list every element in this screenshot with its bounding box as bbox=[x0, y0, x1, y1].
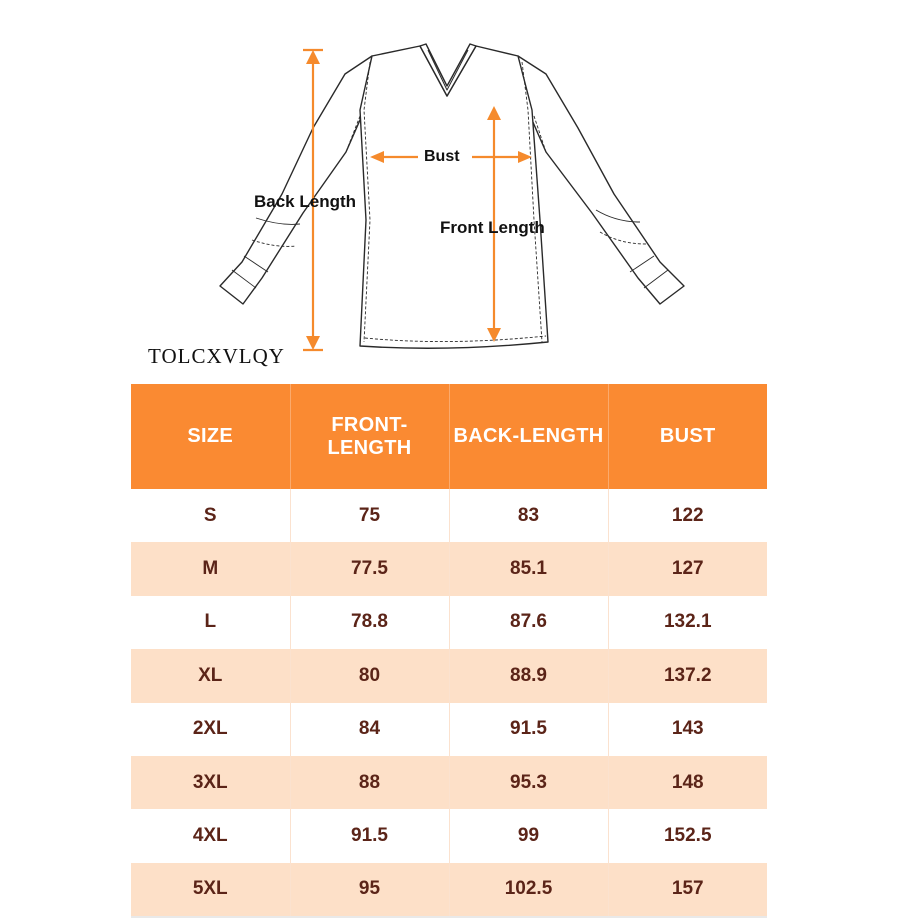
table-row bbox=[131, 649, 767, 702]
cell-back-length: 99 bbox=[449, 809, 608, 862]
cell-front-length: 78.8 bbox=[290, 596, 449, 649]
header-back-length: BACK-LENGTH bbox=[449, 384, 608, 489]
cell-bust: 132.1 bbox=[608, 596, 767, 649]
cell-size: 3XL bbox=[131, 756, 290, 809]
cell-front-length: 84 bbox=[290, 703, 449, 756]
cell-front-length: 95 bbox=[290, 863, 449, 917]
brand-name: TOLCXVLQY bbox=[148, 344, 285, 368]
shirt-diagram bbox=[0, 0, 900, 380]
cell-size: L bbox=[131, 596, 290, 649]
cell-size: 5XL bbox=[131, 863, 290, 917]
table-row bbox=[131, 703, 767, 756]
shirt-body bbox=[360, 46, 548, 348]
cell-bust: 137.2 bbox=[608, 649, 767, 702]
header-bust: BUST bbox=[608, 384, 767, 489]
left-sleeve bbox=[220, 56, 372, 304]
cell-back-length: 91.5 bbox=[449, 703, 608, 756]
cell-size: 4XL bbox=[131, 809, 290, 862]
table-row bbox=[131, 542, 767, 595]
header-front-length: FRONT-LENGTH bbox=[290, 384, 449, 489]
cell-size: M bbox=[131, 542, 290, 595]
size-chart-table bbox=[131, 384, 767, 918]
cell-front-length: 75 bbox=[290, 489, 449, 542]
cell-bust: 148 bbox=[608, 756, 767, 809]
cell-front-length: 88 bbox=[290, 756, 449, 809]
table-header-row bbox=[131, 384, 767, 489]
cell-bust: 157 bbox=[608, 863, 767, 917]
cell-back-length: 88.9 bbox=[449, 649, 608, 702]
table-row bbox=[131, 596, 767, 649]
cell-front-length: 80 bbox=[290, 649, 449, 702]
cell-size: 2XL bbox=[131, 703, 290, 756]
front-length-label: Front Length bbox=[440, 218, 545, 237]
cell-back-length: 102.5 bbox=[449, 863, 608, 917]
cell-back-length: 85.1 bbox=[449, 542, 608, 595]
bust-label: Bust bbox=[424, 148, 460, 165]
cell-size: XL bbox=[131, 649, 290, 702]
cell-bust: 143 bbox=[608, 703, 767, 756]
cell-front-length: 91.5 bbox=[290, 809, 449, 862]
cell-size: S bbox=[131, 489, 290, 542]
cell-front-length: 77.5 bbox=[290, 542, 449, 595]
table-row bbox=[131, 756, 767, 809]
cell-back-length: 95.3 bbox=[449, 756, 608, 809]
cell-bust: 127 bbox=[608, 542, 767, 595]
cell-back-length: 87.6 bbox=[449, 596, 608, 649]
cell-bust: 122 bbox=[608, 489, 767, 542]
table-row bbox=[131, 863, 767, 917]
header-size: SIZE bbox=[131, 384, 290, 489]
cell-bust: 152.5 bbox=[608, 809, 767, 862]
table-row bbox=[131, 489, 767, 542]
cell-back-length: 83 bbox=[449, 489, 608, 542]
back-length-label: Back Length bbox=[254, 192, 357, 211]
table-row bbox=[131, 809, 767, 862]
